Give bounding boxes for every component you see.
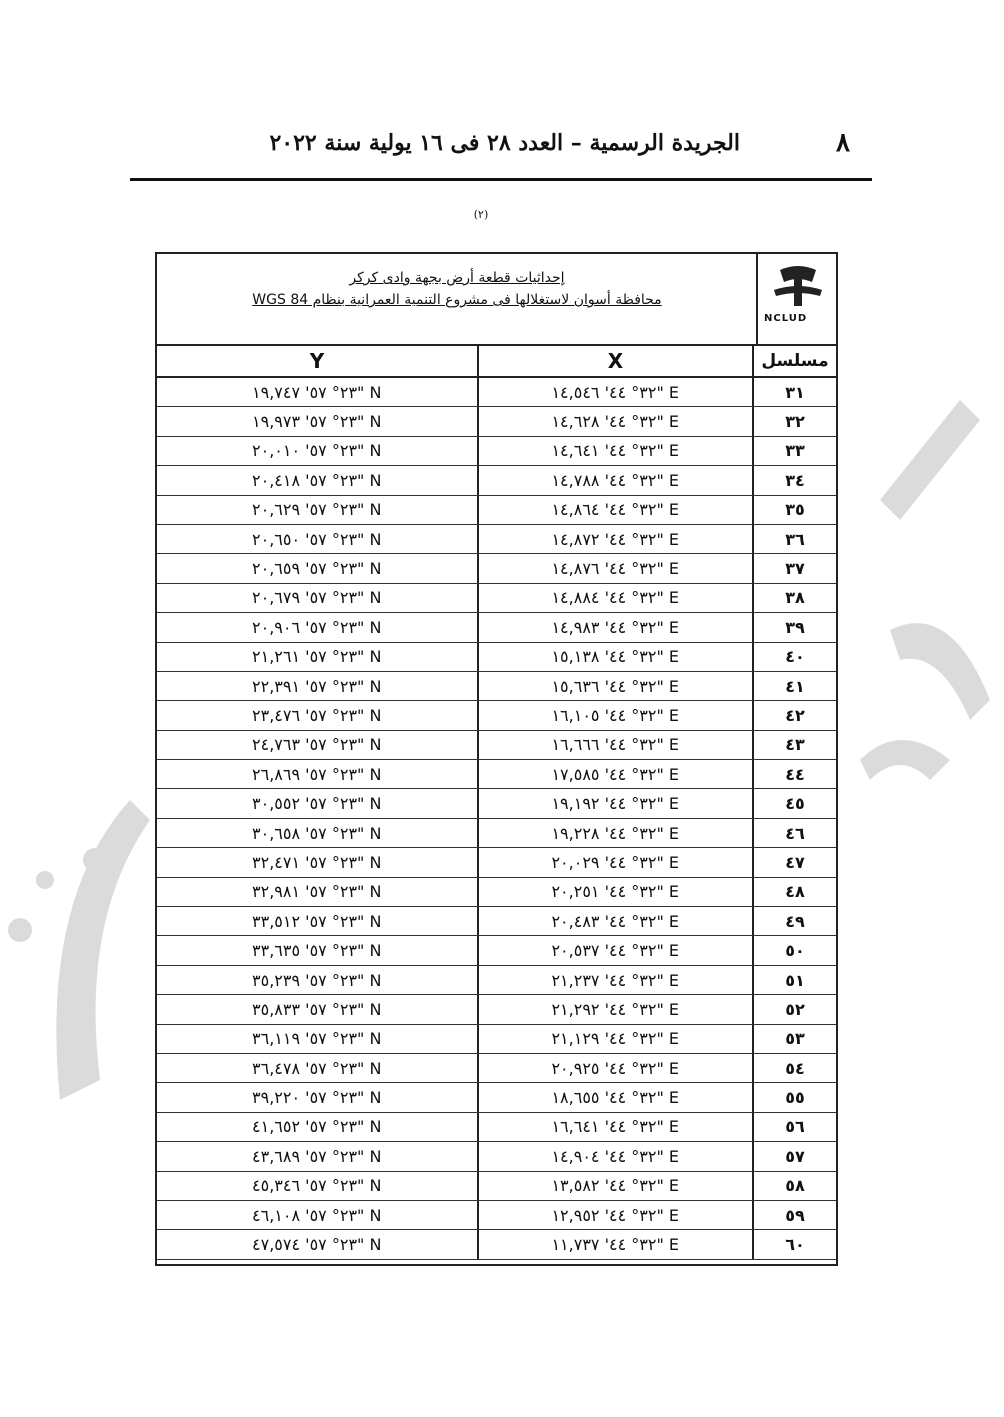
table-row xyxy=(157,525,836,554)
logo-emblem-icon xyxy=(760,260,836,320)
coordinate-x: ٣٢° ٤٤' ١٥,٦٣٦" E xyxy=(479,672,754,700)
table-row xyxy=(157,1142,836,1171)
serial-number: ٤٠ xyxy=(785,647,805,667)
serial-number: ٣٧ xyxy=(785,559,805,579)
serial-number: ٤٤ xyxy=(785,764,805,784)
serial-number: ٣٤ xyxy=(785,470,805,490)
table-row xyxy=(157,554,836,583)
serial-number: ٤٩ xyxy=(785,911,805,931)
table-row xyxy=(157,1230,836,1259)
serial-number: ٥٧ xyxy=(785,1146,805,1166)
table-header-row xyxy=(157,346,836,378)
coordinate-x: ٣٢° ٤٤' ٢٠,٤٨٣" E xyxy=(479,907,754,935)
coordinate-x: ٣٢° ٤٤' ١٦,١٠٥" E xyxy=(479,701,754,729)
coordinate-y: ٢٣° ٥٧' ٣٢,٩٨١" N xyxy=(157,878,479,906)
coordinate-y: ٢٣° ٥٧' ٤٣,٦٨٩" N xyxy=(157,1142,479,1170)
table-row xyxy=(157,819,836,848)
coordinate-y: ٢٣° ٥٧' ٢١,٢٦١" N xyxy=(157,643,479,671)
table-row xyxy=(157,701,836,730)
coordinate-x: ٣٢° ٤٤' ١٦,٦٦٦" E xyxy=(479,731,754,759)
coordinate-y: ٢٣° ٥٧' ٢٠,٦٧٩" N xyxy=(157,584,479,612)
table-row xyxy=(157,378,836,407)
serial-number: ٥٨ xyxy=(785,1176,805,1196)
serial-number: ٤٢ xyxy=(785,705,805,725)
serial-number: ٥٢ xyxy=(785,999,805,1019)
coordinate-x: ٣٢° ٤٤' ١٣,٥٨٢" E xyxy=(479,1172,754,1200)
table-row xyxy=(157,1113,836,1142)
coordinate-y: ٢٣° ٥٧' ٣٥,٢٣٩" N xyxy=(157,966,479,994)
coordinate-x: ٣٢° ٤٤' ٢٠,٠٢٩" E xyxy=(479,848,754,876)
coordinate-y: ٢٣° ٥٧' ٢٠,٦٥٩" N xyxy=(157,554,479,582)
coordinate-x: ٣٢° ٤٤' ١٤,٨٨٤" E xyxy=(479,584,754,612)
page-note: (٢) xyxy=(473,208,489,221)
table-row xyxy=(157,1054,836,1083)
serial-number: ٤٣ xyxy=(785,735,805,755)
table-row xyxy=(157,760,836,789)
coordinate-y: ٢٣° ٥٧' ٤٦,١٠٨" N xyxy=(157,1201,479,1229)
table-row xyxy=(157,966,836,995)
table-row xyxy=(157,995,836,1024)
coordinate-x: ٣٢° ٤٤' ٢١,٢٣٧" E xyxy=(479,966,754,994)
coordinate-y: ٢٣° ٥٧' ٣٦,١١٩" N xyxy=(157,1025,479,1053)
coordinate-y: ٢٣° ٥٧' ٣٢,٤٧١" N xyxy=(157,848,479,876)
serial-number: ٤٦ xyxy=(785,823,805,843)
table-title xyxy=(177,270,737,308)
serial-number: ٤١ xyxy=(785,676,805,696)
serial-number: ٣٥ xyxy=(785,500,805,520)
column-header-x: X xyxy=(479,346,754,376)
coordinate-x: ٣٢° ٤٤' ١٤,٩٨٣" E xyxy=(479,613,754,641)
serial-number: ٣٢ xyxy=(785,412,805,432)
coordinate-y: ٢٣° ٥٧' ٤٥,٣٤٦" N xyxy=(157,1172,479,1200)
coordinate-y: ٢٣° ٥٧' ٢٢,٣٩١" N xyxy=(157,672,479,700)
serial-number: ٥٠ xyxy=(785,941,805,961)
coordinate-x: ٣٢° ٤٤' ١١,٧٣٧" E xyxy=(479,1230,754,1258)
gazette-title: الجريدة الرسمية – العدد ٢٨ فى ١٦ يولية سنة ٢٠٢٢ xyxy=(269,130,740,156)
coordinate-x: ٣٢° ٤٤' ٢٠,٩٢٥" E xyxy=(479,1054,754,1082)
coordinate-x: ٣٢° ٤٤' ١٨,٦٥٥" E xyxy=(479,1083,754,1111)
table-title-line2: محافظة أسوان لاستغلالها فى مشروع التنمية العمرانية بنظام WGS 84 xyxy=(252,292,662,308)
coordinate-y: ٢٣° ٥٧' ٣٦,٤٧٨" N xyxy=(157,1054,479,1082)
table-row xyxy=(157,848,836,877)
table-body xyxy=(157,346,836,1260)
table-row xyxy=(157,437,836,466)
coordinate-y: ٢٣° ٥٧' ٣٣,٥١٢" N xyxy=(157,907,479,935)
coordinate-y: ٢٣° ٥٧' ٢٠,٦٥٠" N xyxy=(157,525,479,553)
table-row xyxy=(157,584,836,613)
serial-number: ٤٥ xyxy=(785,794,805,814)
page-number: ٨ xyxy=(836,128,850,158)
coordinate-y: ٢٣° ٥٧' ٢٠,٩٠٦" N xyxy=(157,613,479,641)
table-row xyxy=(157,1201,836,1230)
coordinate-x: ٣٢° ٤٤' ٢١,٢٩٢" E xyxy=(479,995,754,1023)
coordinate-x: ٣٢° ٤٤' ٢٠,٥٣٧" E xyxy=(479,936,754,964)
coordinate-x: ٣٢° ٤٤' ٢١,١٢٩" E xyxy=(479,1025,754,1053)
serial-number: ٤٧ xyxy=(785,852,805,872)
table-row xyxy=(157,643,836,672)
table-row xyxy=(157,789,836,818)
column-header-serial: مسلسل xyxy=(761,351,829,371)
serial-number: ٣١ xyxy=(785,382,805,402)
coordinate-x: ٣٢° ٤٤' ١٩,١٩٢" E xyxy=(479,789,754,817)
coordinate-y: ٢٣° ٥٧' ٢٠,٠١٠" N xyxy=(157,437,479,465)
serial-number: ٦٠ xyxy=(785,1235,805,1255)
coordinate-x: ٣٢° ٤٤' ١٥,١٣٨" E xyxy=(479,643,754,671)
serial-number: ٥١ xyxy=(785,970,805,990)
coordinate-x: ٣٢° ٤٤' ١٤,٨٧٦" E xyxy=(479,554,754,582)
coordinate-x: ٣٢° ٤٤' ١٧,٥٨٥" E xyxy=(479,760,754,788)
serial-number: ٥٤ xyxy=(785,1058,805,1078)
coordinate-y: ٢٣° ٥٧' ٤١,٦٥٢" N xyxy=(157,1113,479,1141)
serial-number: ٥٥ xyxy=(785,1088,805,1108)
coordinate-y: ٢٣° ٥٧' ٣٣,٦٣٥" N xyxy=(157,936,479,964)
page-header xyxy=(130,128,872,162)
table-row xyxy=(157,1083,836,1112)
coordinate-x: ٣٢° ٤٤' ١٤,٦٤١" E xyxy=(479,437,754,465)
table-row xyxy=(157,613,836,642)
header-rule xyxy=(130,178,872,181)
logo xyxy=(756,254,836,344)
table-row xyxy=(157,907,836,936)
coordinate-x: ٣٢° ٤٤' ٢٠,٢٥١" E xyxy=(479,878,754,906)
coordinate-y: ٢٣° ٥٧' ٣٠,٦٥٨" N xyxy=(157,819,479,847)
serial-number: ٣٩ xyxy=(785,617,805,637)
coordinate-y: ٢٣° ٥٧' ٢٠,٦٢٩" N xyxy=(157,496,479,524)
serial-number: ٤٨ xyxy=(785,882,805,902)
coordinate-x: ٣٢° ٤٤' ١٤,٦٢٨" E xyxy=(479,407,754,435)
serial-number: ٣٦ xyxy=(785,529,805,549)
table-row xyxy=(157,407,836,436)
table-row xyxy=(157,1025,836,1054)
coordinate-y: ٢٣° ٥٧' ٤٧,٥٧٤" N xyxy=(157,1230,479,1258)
coordinate-y: ٢٣° ٥٧' ١٩,٩٧٣" N xyxy=(157,407,479,435)
table-title-box xyxy=(157,254,836,346)
serial-number: ٥٦ xyxy=(785,1117,805,1137)
column-header-y: Y xyxy=(157,346,479,376)
coordinate-y: ٢٣° ٥٧' ٢٤,٧٦٣" N xyxy=(157,731,479,759)
coordinate-y: ٢٣° ٥٧' ٢٦,٨٦٩" N xyxy=(157,760,479,788)
table-row xyxy=(157,496,836,525)
coordinate-x: ٣٢° ٤٤' ١٤,٧٨٨" E xyxy=(479,466,754,494)
table-row xyxy=(157,1172,836,1201)
coordinate-x: ٣٢° ٤٤' ١٤,٩٠٤" E xyxy=(479,1142,754,1170)
serial-number: ٥٩ xyxy=(785,1205,805,1225)
coordinate-y: ٢٣° ٥٧' ٣٩,٢٢٠" N xyxy=(157,1083,479,1111)
coordinate-x: ٣٢° ٤٤' ١٤,٨٦٤" E xyxy=(479,496,754,524)
logo-text: NCLUD xyxy=(764,313,808,324)
table-row xyxy=(157,878,836,907)
coordinate-x: ٣٢° ٤٤' ١٤,٨٧٢" E xyxy=(479,525,754,553)
table-title-line1: إحداثيات قطعة أرض بجهة وادى كركر xyxy=(349,270,565,286)
serial-number: ٣٨ xyxy=(785,588,805,608)
coordinate-x: ٣٢° ٤٤' ١٩,٢٢٨" E xyxy=(479,819,754,847)
serial-number: ٥٣ xyxy=(785,1029,805,1049)
table-row xyxy=(157,466,836,495)
table-row xyxy=(157,936,836,965)
coordinate-x: ٣٢° ٤٤' ١٢,٩٥٢" E xyxy=(479,1201,754,1229)
coordinate-y: ٢٣° ٥٧' ٢٠,٤١٨" N xyxy=(157,466,479,494)
coordinate-y: ٢٣° ٥٧' ١٩,٧٤٧" N xyxy=(157,378,479,406)
serial-number: ٣٣ xyxy=(785,441,805,461)
coordinate-y: ٢٣° ٥٧' ٣٠,٥٥٢" N xyxy=(157,789,479,817)
coordinate-x: ٣٢° ٤٤' ١٤,٥٤٦" E xyxy=(479,378,754,406)
coordinate-x: ٣٢° ٤٤' ١٦,٦٤١" E xyxy=(479,1113,754,1141)
coordinate-y: ٢٣° ٥٧' ٢٣,٤٧٦" N xyxy=(157,701,479,729)
table-row xyxy=(157,672,836,701)
coordinates-table xyxy=(155,252,838,1266)
coordinate-y: ٢٣° ٥٧' ٣٥,٨٣٣" N xyxy=(157,995,479,1023)
table-row xyxy=(157,731,836,760)
